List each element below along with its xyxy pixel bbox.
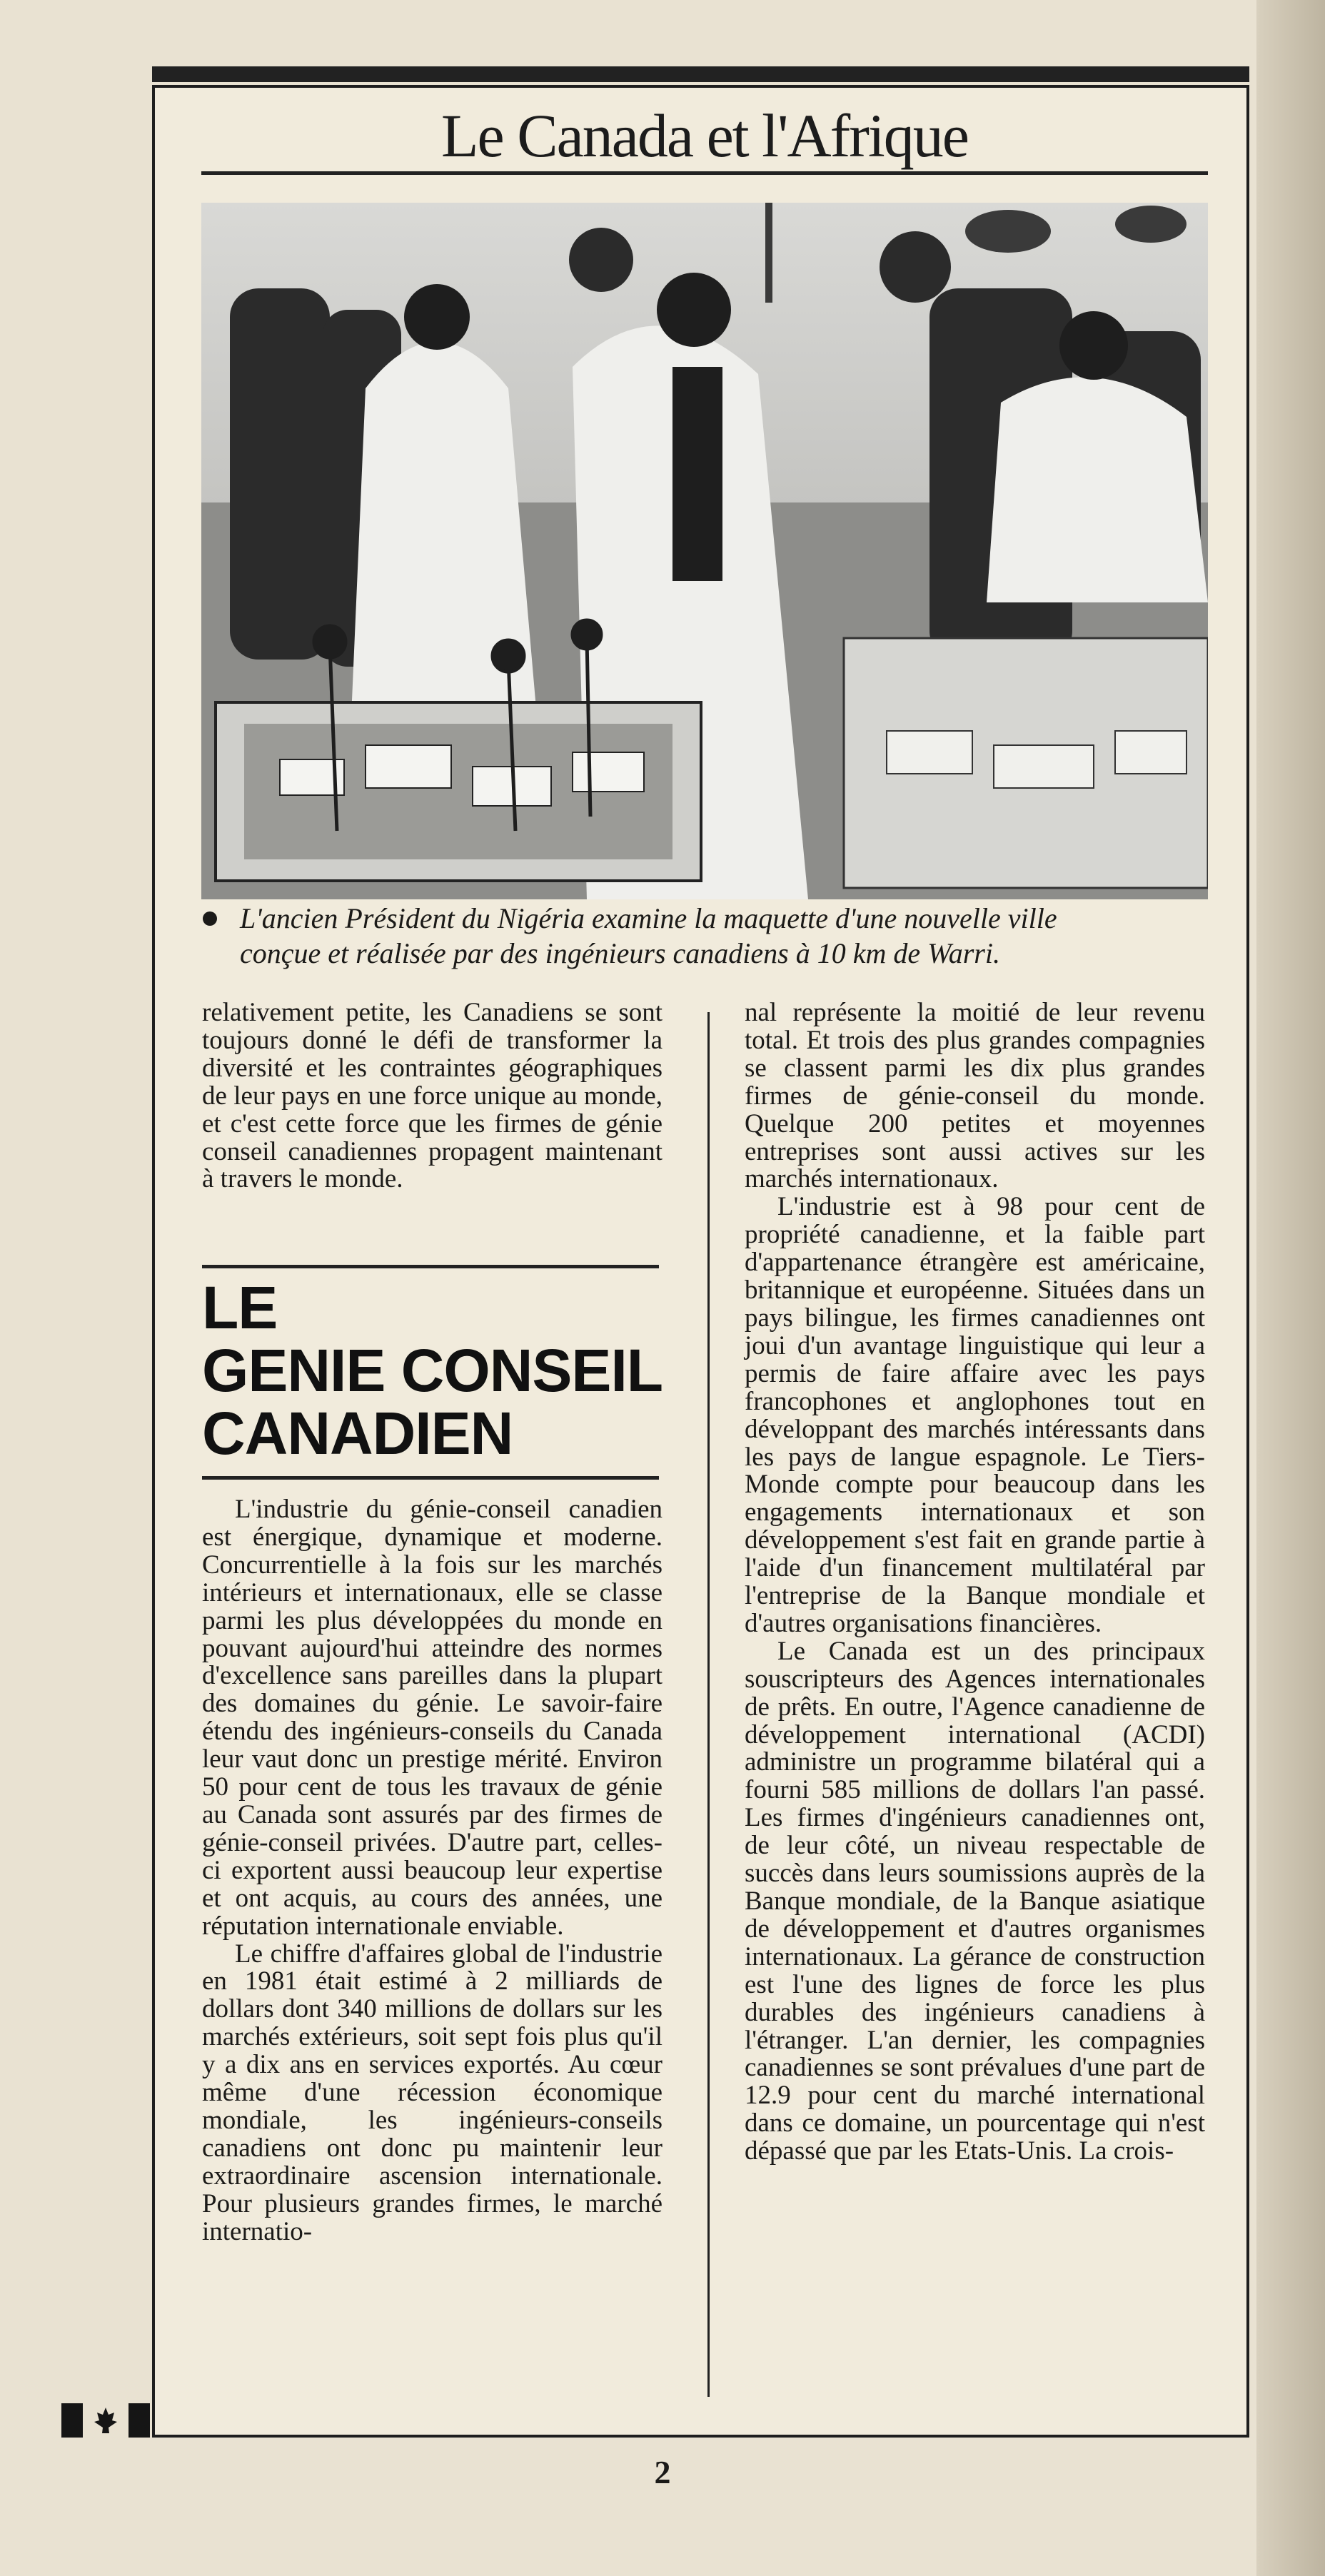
intro-paragraph: relativement petite, les Canadiens se sont toujours donné le défi de transformer la diversité et les contraintes géographiques de leur pays en une force unique au monde, et c'est cette force que les firmes de génie conseil canadiennes propagent maintenant à travers le monde. — [202, 998, 662, 1194]
section-title: Le Canada et l'Afrique — [441, 101, 968, 170]
headline-rule-top — [202, 1265, 659, 1268]
paragraph: Le chiffre d'affaires global de l'industrie en 1981 était estimé à 2 milliards de dollars dont 340 millions de dollars sur les marchés extérieurs, soit sept fois plus qu'il y a dix ans en services exportés. Au cœur même d'une récession économique mondiale, les ingénieurs-conseils canadiens ont donc pu maintenir leur extraordinaire ascension internationale. Pour plusieurs grandes firmes, le marché internatio- — [202, 1939, 662, 2246]
page-spine — [1256, 0, 1325, 2576]
right-column — [745, 999, 1205, 2166]
headline-rule-bottom — [202, 1476, 659, 1480]
left-column — [202, 1496, 662, 2246]
title-rule — [201, 171, 1208, 175]
paragraph: L'industrie est à 98 pour cent de propriété canadienne, et la faible part d'appartenance étrangère est américaine, britannique et européenne. Situées dans un pays bilingue, les firmes canadiennes ont joui d'un avantage linguistique qui leur a permis de faire affaire avec les pays francophones et anglophones tout en développant des marchés intéressants dans les pays de langue espagnole. Le Tiers-Monde compte pour beaucoup dans les engagements internationaux et son développement s'est fait en grande partie à l'aide d'un financement multilatéral par l'entreprise de la Banque mondiale et d'autres organisations financières. — [745, 1192, 1205, 1638]
caption-line-2: conçue et réalisée par des ingénieurs canadiens à 10 km de Warri. — [240, 937, 1000, 969]
article-headline — [202, 1276, 662, 1465]
top-rule — [152, 66, 1249, 82]
paragraph: L'industrie du génie-conseil canadien est énergique, dynamique et moderne. Concurrentielle à la fois sur les marchés intérieurs et internationaux, elle se classe parmi les plus développées du monde en pouvant aujourd'hui atteindre des normes d'excellence sans pareilles dans la plupart des domaines du génie. Le savoir-faire étendu des ingénieurs-conseils du Canada leur vaut donc un prestige mérité. Environ 50 pour cent de tous les travaux de génie au Canada sont assurés par des firmes de génie-conseil privées. D'autre part, celles-ci exportent aussi beaucoup leur expertise et ont acquis, au cours des années, une réputation internationale enviable. — [202, 1495, 662, 1941]
article-intro — [202, 999, 662, 1193]
paragraph: nal représente la moitié de leur revenu total. Et trois des plus grandes compagnies se classent parmi les dix plus grandes firmes de génie-conseil du monde. Quelque 200 petites et moyennes entreprises sont aussi actives sur les marchés internationaux. — [745, 998, 1205, 1194]
headline-line-1: LE — [202, 1274, 278, 1341]
paragraph: Le Canada est un des principaux souscripteurs des Agences internationales de prêts. En outre, l'Agence canadienne de développement international (ACDI) administre un programme bilatéral qui a fourni 585 millions de dollars l'an passé. Les firmes d'ingénieurs canadiennes ont, de leur côté, un niveau respectable de succès dans leurs soumissions auprès de la Banque mondiale, de la Banque asiatique de développement et d'autres organismes internationaux. La gérance de construction est l'une des lignes de force les plus durables des ingénieurs canadiens à l'étranger. L'an dernier, les compagnies canadiennes se sont prévalues d'une part de 12.9 pour cent du marché international dans ce domaine, un pourcentage qui n'est dépassé que par les Etats-Unis. La crois- — [745, 1636, 1205, 2166]
caption-line-1: L'ancien Président du Nigéria examine la maquette d'une nouvelle ville — [240, 902, 1057, 934]
headline-line-3: CANADIEN — [202, 1400, 513, 1467]
bullet-icon — [203, 911, 217, 926]
headline-line-2: GENIE CONSEIL — [202, 1337, 663, 1404]
photo-icon — [201, 203, 1208, 899]
canada-flag-icon — [61, 2403, 150, 2438]
column-divider — [707, 1012, 710, 2397]
page-number: 2 — [654, 2454, 671, 2490]
